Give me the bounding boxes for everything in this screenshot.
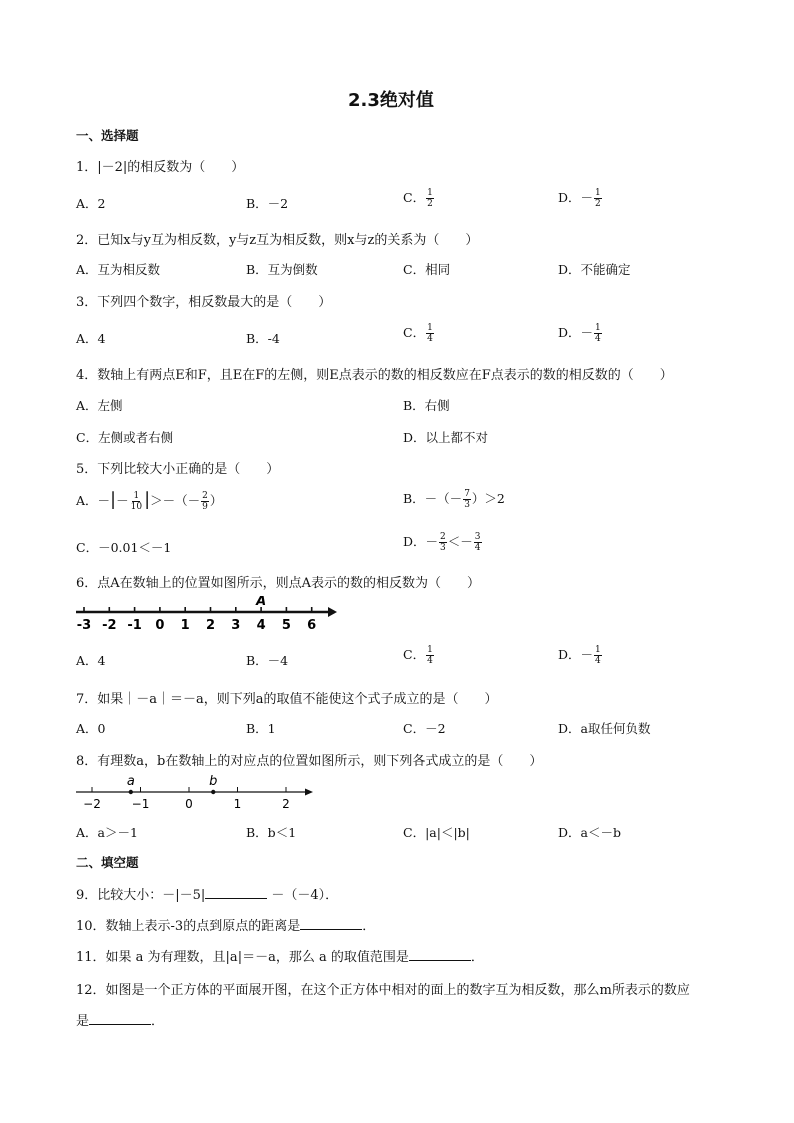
answer-blank[interactable]: [205, 886, 267, 899]
question-1-option-a[interactable]: A．2: [76, 196, 106, 211]
fraction: $\frac{1}{2}$: [595, 188, 601, 209]
question-3-option-c[interactable]: C． $\frac{1}{4}$: [403, 323, 433, 344]
tick-label: 5: [281, 618, 291, 633]
tick-label: -1: [127, 618, 142, 633]
tick-label: 2: [205, 618, 216, 633]
section-heading-fill: 二、填空题: [76, 855, 139, 870]
abs-bar-left: |: [110, 489, 117, 510]
tick-label: -2: [102, 618, 117, 633]
answer-blank[interactable]: [409, 948, 471, 961]
answer-blank[interactable]: [300, 917, 362, 930]
question-1-stem: 1．|－2|的相反数为（ ）: [76, 160, 245, 175]
question-6-stem: 6．点A在数轴上的位置如图所示，则点A表示的数的相反数为（ ）: [76, 576, 481, 591]
question-5-option-b[interactable]: B．－（－ $\frac{7}{3}$ ）＞2: [403, 489, 505, 510]
question-6-option-c[interactable]: C． $\frac{1}{4}$: [403, 645, 433, 666]
question-4-stem: 4．数轴上有两点E和F，且E在F的左侧，则E点表示的数的相反数应在F点表示的数的相反数的（ ）: [76, 368, 673, 383]
question-12-line-2: 是 ．: [76, 1014, 165, 1029]
fraction: $\frac{1}{4}$: [595, 645, 601, 666]
answer-blank[interactable]: [89, 1012, 151, 1025]
question-8-option-b[interactable]: B．b＜1: [246, 825, 297, 840]
tick-label: 0: [155, 618, 165, 633]
question-8-option-d[interactable]: D．a＜－b: [558, 825, 621, 840]
tick-label: -3: [76, 618, 92, 633]
tick-label: 1: [180, 618, 190, 633]
question-2-option-c[interactable]: C．相同: [403, 262, 451, 277]
question-4-option-c[interactable]: C．左侧或者右侧: [76, 430, 174, 445]
question-3-option-a[interactable]: A．4: [76, 331, 106, 346]
question-12-line-1: 12．如图是一个正方体的平面展开图，在这个正方体中相对的面上的数字互为相反数，那么m所表示的数应: [76, 983, 690, 998]
question-1-option-d[interactable]: D．－ $\frac{1}{2}$: [558, 188, 601, 209]
section-heading-choice: 一、选择题: [76, 128, 139, 143]
question-8-stem: 8．有理数a，b在数轴上的对应点的位置如图所示，则下列各式成立的是（ ）: [76, 754, 543, 769]
question-2-option-d[interactable]: D．不能确定: [558, 262, 631, 277]
question-2-stem: 2．已知x与y互为相反数，y与z互为相反数，则x与z的关系为（ ）: [76, 233, 479, 248]
tick-label: 4: [256, 618, 266, 633]
question-5-option-d[interactable]: D．－ $\frac{2}{3}$ ＜－ $\frac{3}{4}$: [403, 532, 481, 553]
question-4-option-b[interactable]: B．右侧: [403, 398, 450, 413]
question-5-option-a[interactable]: A．－|－ $\frac{1}{10}$ |＞－（－ $\frac{2}{9}$ ）: [76, 489, 223, 512]
question-7-option-c[interactable]: C．－2: [403, 721, 446, 736]
tick-label: 0: [185, 797, 193, 811]
axis-arrow: [305, 789, 313, 796]
question-4-option-d[interactable]: D．以上都不对: [403, 430, 489, 445]
tick-label: 6: [307, 618, 317, 633]
point-b-dot: [211, 790, 215, 794]
question-8-option-c[interactable]: C．|a|＜|b|: [403, 825, 470, 840]
point-a-dot: [129, 790, 133, 794]
question-9: 9．比较大小：－|－5| －（－4）．: [76, 888, 339, 903]
question-6-option-b[interactable]: B．－4: [246, 653, 289, 668]
question-11: 11．如果 a 为有理数，且|a|＝－a，那么 a 的取值范围是 ．: [76, 950, 484, 965]
question-1-option-c[interactable]: C． $\frac{1}{2}$: [403, 188, 433, 209]
question-8-option-a[interactable]: A．a＞－1: [76, 825, 138, 840]
fraction: $\frac{1}{4}$: [427, 323, 433, 344]
fraction: $\frac{2}{9}$: [202, 491, 208, 512]
fraction: $\frac{1}{4}$: [595, 323, 601, 344]
page-title: 2.3绝对值: [348, 90, 434, 111]
question-6-option-a[interactable]: A．4: [76, 653, 106, 668]
fraction: $\frac{2}{3}$: [440, 532, 446, 553]
fraction: $\frac{7}{3}$: [464, 489, 470, 510]
question-10: 10．数轴上表示-3的点到原点的距离是 ．: [76, 919, 376, 934]
number-line-q8: [74, 772, 316, 812]
abs-bar-right: |: [144, 489, 151, 510]
point-b-label: b: [209, 774, 218, 789]
axis-arrow: [328, 607, 337, 617]
question-4-option-a[interactable]: A．左侧: [76, 398, 123, 413]
fraction: $\frac{3}{4}$: [474, 532, 481, 553]
question-1-option-b[interactable]: B．－2: [246, 196, 289, 211]
question-3-option-d[interactable]: D．－ $\frac{1}{4}$: [558, 323, 601, 344]
question-5-stem: 5．下列比较大小正确的是（ ）: [76, 462, 280, 477]
fraction: $\frac{1}{4}$: [427, 645, 433, 666]
question-7-option-d[interactable]: D．a取任何负数: [558, 721, 651, 736]
tick-label: −1: [131, 797, 150, 811]
question-3-option-b[interactable]: B．-4: [246, 331, 280, 346]
question-5-option-c[interactable]: C．－0.01＜－1: [76, 540, 172, 555]
point-label: A: [256, 596, 267, 609]
question-2-option-b[interactable]: B．互为倒数: [246, 262, 318, 277]
question-6-option-d[interactable]: D．－ $\frac{1}{4}$: [558, 645, 601, 666]
question-3-stem: 3．下列四个数字，相反数最大的是（ ）: [76, 295, 332, 310]
fraction: $\frac{1}{2}$: [427, 188, 433, 209]
question-7-stem: 7．如果｜－a｜＝－a，则下列a的取值不能使这个式子成立的是（ ）: [76, 692, 498, 707]
tick-label: 3: [231, 618, 241, 633]
tick-label: −2: [83, 797, 101, 811]
question-7-option-a[interactable]: A．0: [76, 721, 106, 736]
tick-label: 1: [233, 797, 242, 811]
tick-label: 2: [282, 797, 290, 811]
question-7-option-b[interactable]: B．1: [246, 721, 276, 736]
point-a-label: a: [126, 774, 135, 789]
number-line-q6: [74, 596, 340, 636]
question-2-option-a[interactable]: A．互为相反数: [76, 262, 161, 277]
fraction: $\frac{1}{10}$: [130, 491, 143, 512]
